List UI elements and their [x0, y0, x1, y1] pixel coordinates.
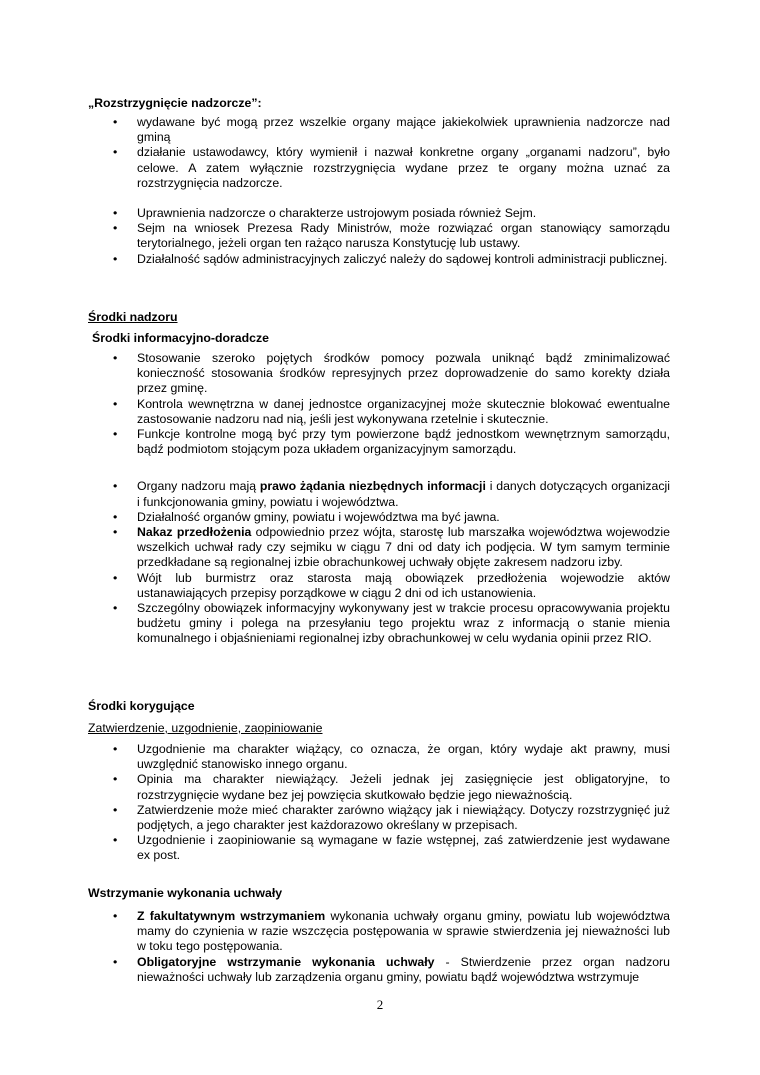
list-item: • Uzgodnienie ma charakter wiążący, co oznacza, że organ, który wydaje akt prawny, musi uwzględnić stanowisko innego organu.: [88, 742, 670, 772]
list-item: • Obligatoryjne wstrzymanie wykonania uchwały - Stwierdzenie przez organ nadzoru nieważności uchwały lub zarządzenia organu gminy, powiatu bądź województwa wstrzymuje: [88, 955, 670, 985]
list-item: • Kontrola wewnętrzna w danej jednostce organizacyjnej może skutecznie blokować ewentualne zastosowanie nadzoru nad nią, jeśli jest wykonywana rzetelnie i skutecznie.: [88, 397, 670, 427]
list-item: • Szczególny obowiązek informacyjny wykonywany jest w trakcie procesu opracowywania projektu budżetu gminy i polega na przesyłaniu tego projektu wraz z informacją o stanie mienia komunalnego i objaśnieniami regionalnej izby obrachunkowej w celu wydania opinii przez RIO.: [88, 601, 670, 647]
list-item: • Opinia ma charakter niewiążący. Jeżeli jednak jej zasięgnięcie jest obligatoryjne, to rozstrzygnięcie wydane bez jej powzięcia skutkowało będzie jego nieważnością.: [88, 772, 670, 802]
bullet-list-informacyjne: [88, 351, 670, 647]
list-item: • Wójt lub burmistrz oraz starosta mają obowiązek przedłożenia wojewodzie aktów ustanawiających przepisy porządkowe w ciągu 2 dni od ich ustanowienia.: [88, 571, 670, 601]
list-item: • wydawane być mogą przez wszelkie organy mające jakiekolwiek uprawnienia nadzorcze nad gminą: [88, 115, 670, 145]
list-item: • Nakaz przedłożenia odpowiednio przez wójta, starostę lub marszałka województwa wojewodzie wszelkich uchwał rady czy sejmiku w ciągu 7 dni od daty ich podjęcia. W tym samym terminie przedkładane są regionalnej izbie obrachunkowej uchwały objęte zakresem nadzoru izby.: [88, 525, 670, 571]
list-item: • Działalność organów gminy, powiatu i województwa ma być jawna.: [88, 510, 670, 525]
list-item: • Uzgodnienie i zaopiniowanie są wymagane w fazie wstępnej, zaś zatwierdzenie jest wydawane ex post.: [88, 833, 670, 863]
list-item: • Uprawnienia nadzorcze o charakterze ustrojowym posiada również Sejm.: [88, 206, 670, 221]
list-item: • Stosowanie szeroko pojętych środków pomocy pozwala uniknąć bądź zminimalizować konieczność stosowania środków represyjnych przez doprowadzenie do samo korekty działa przez gminę.: [88, 351, 670, 397]
subsection-title-informacyjno-doradcze: Środki informacyjno-doradcze: [92, 331, 269, 345]
section-title-srodki-korygujace: Środki korygujące: [88, 699, 195, 713]
bullet-list-wstrzymanie: [88, 909, 670, 985]
page-number: 2: [376, 997, 384, 1012]
list-item: • Funkcje kontrolne mogą być przy tym powierzone bądź jednostkom wewnętrznym samorządu, bądź podmiotom stojącym poza układem organizacyjnym samorządu.: [88, 427, 670, 457]
list-item: • działanie ustawodawcy, który wymienił i nazwał konkretne organy „organami nadzoru”, było celowe. A zatem wyłącznie rozstrzygnięcia wydane przez te organy można uznać za rozstrzygnięcia nadzorcze.: [88, 145, 670, 191]
list-item: • Z fakultatywnym wstrzymaniem wykonania uchwały organu gminy, powiatu lub województwa mamy do czynienia w razie wszczęcia postępowania w sprawie stwierdzenia jej nieważności lub w toku tego postępowania.: [88, 909, 670, 955]
section-title-wstrzymanie: Wstrzymanie wykonania uchwały: [88, 886, 283, 900]
list-item: • Sejm na wniosek Prezesa Rady Ministrów, może rozwiązać organ stanowiący samorządu terytorialnego, jeżeli organ ten rażąco narusza Konstytucję lub ustawy.: [88, 221, 670, 251]
section-title-srodki-nadzoru: Środki nadzoru: [88, 310, 178, 324]
subsection-title-zatwierdzenie: Zatwierdzenie, uzgodnienie, zaopiniowanie: [88, 721, 323, 735]
bullet-list-rozstrzygniecie: [88, 115, 670, 267]
list-item: • Organy nadzoru mają prawo żądania niezbędnych informacji i danych dotyczących organizacji i funkcjonowania gminy, powiatu i województwa.: [88, 479, 670, 509]
list-item: • Zatwierdzenie może mieć charakter zarówno wiążący jak i niewiążący. Dotyczy rozstrzygnięć już podjętych, a jego charakter jest każdorazowo określany w przepisach.: [88, 803, 670, 833]
list-item: • Działalność sądów administracyjnych zaliczyć należy do sądowej kontroli administracji publicznej.: [88, 252, 670, 267]
bullet-list-korygujace: [88, 742, 670, 864]
section-title-rozstrzygniecie: „Rozstrzygnięcie nadzorcze”:: [88, 96, 262, 110]
